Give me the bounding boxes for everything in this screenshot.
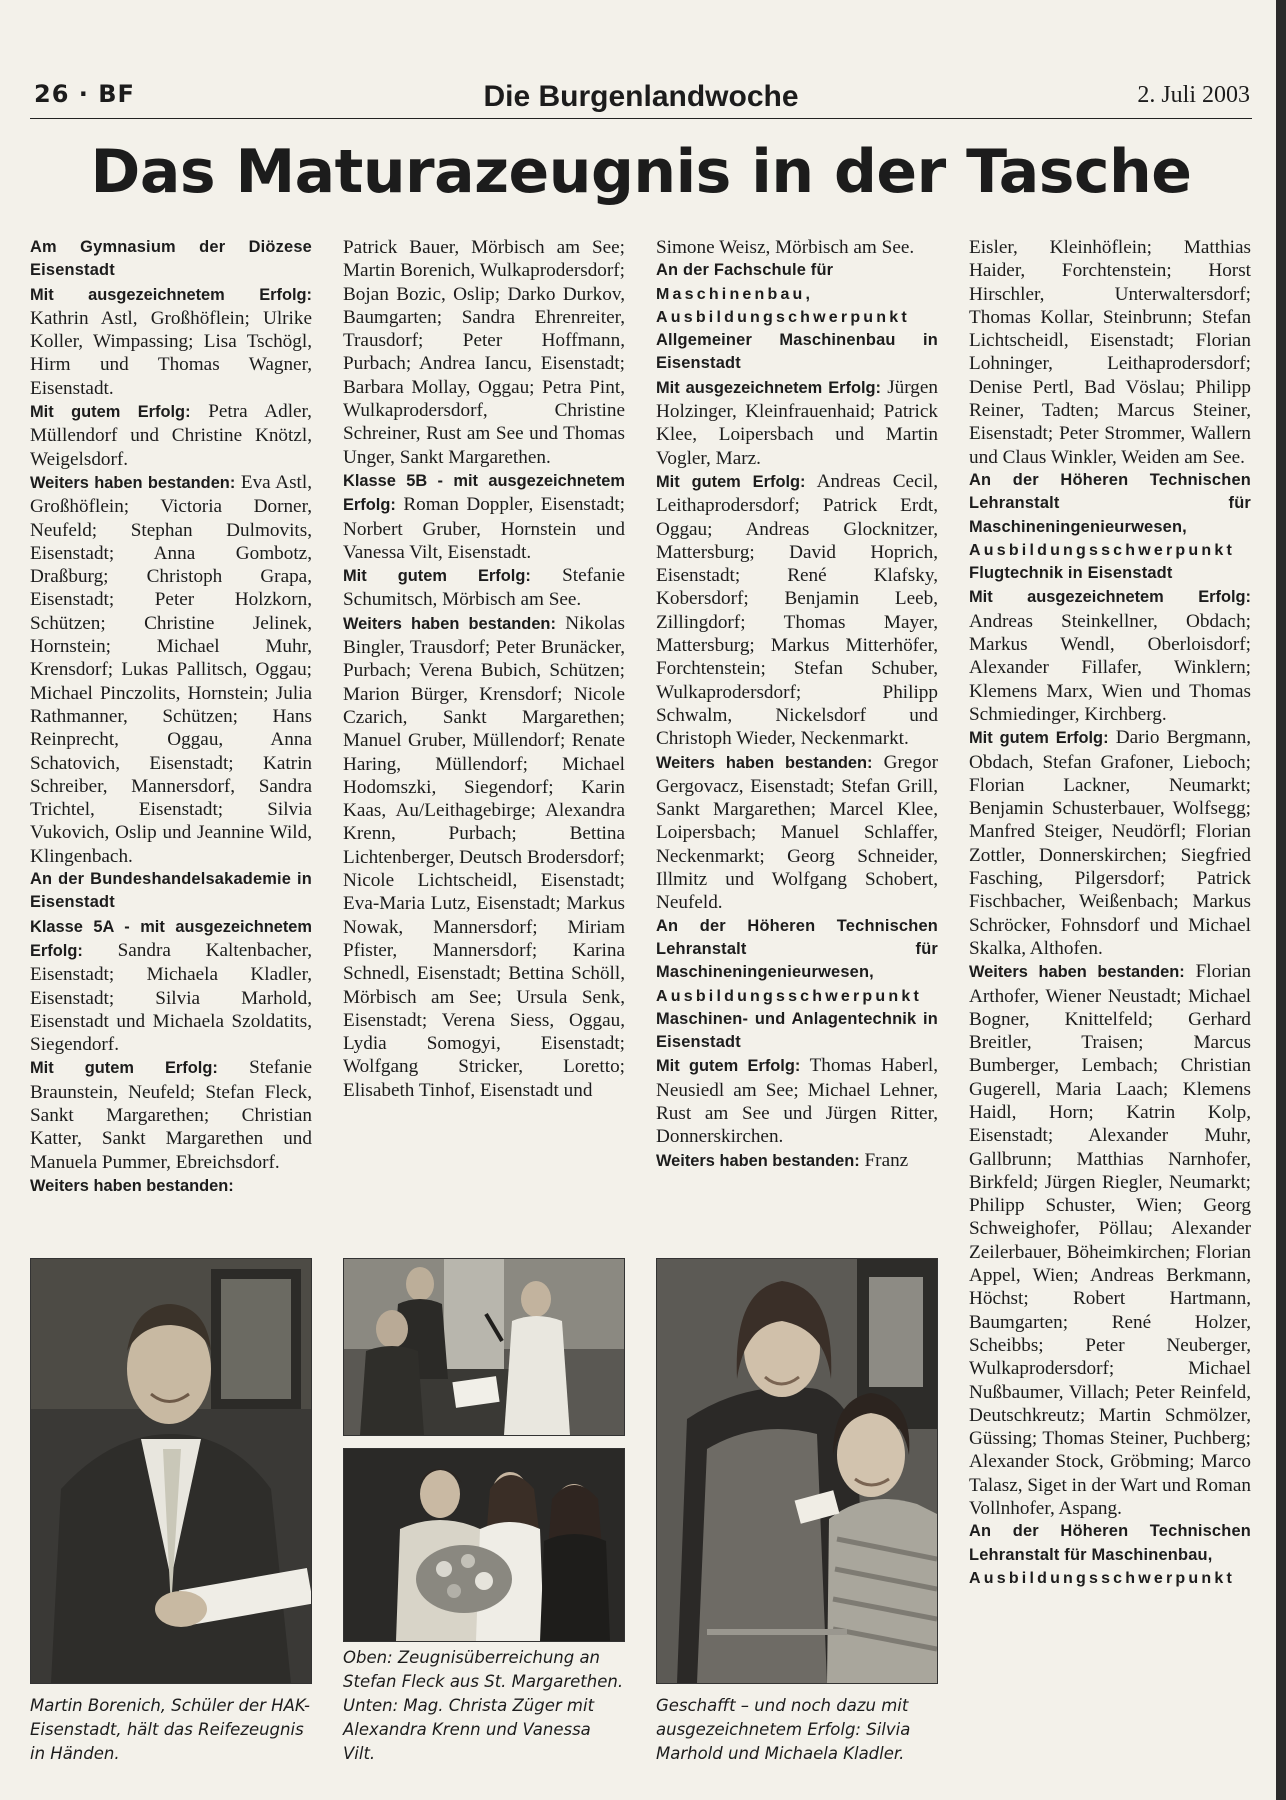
issue-date: 2. Juli 2003 xyxy=(1137,82,1250,108)
names-list: Gregor Gergovacz, Eisenstadt; Stefan Grill, Sankt Margarethen; Marcel Klee, Loipersbach; Manuel Schlaffer, Neckenmarkt; Georg Schneider, Illmitz und Wolfgang Schobert, Neufeld. xyxy=(656,751,939,914)
result-paragraph xyxy=(656,470,938,751)
result-paragraph xyxy=(30,915,312,1057)
names-list: Dario Bergmann, Obdach, Stefan Grafoner, Lieboch; Florian Lackner, Neumarkt; Benjamin Schusterbauer, Wolfsegg; Manfred Steiger, Neudörfl; Florian Zottler, Donnerskirchen; Siegfried Fasching, Pilgersdorf; Patrick Fischbacher, Weißenbach; Markus Schröcker, Fohnsdorf und Michael Skalka, Althofen. xyxy=(969,727,1251,959)
names-list: Simone Weisz, Mörbisch am See. xyxy=(656,237,915,258)
text-column-3 xyxy=(656,236,938,1173)
text-column-1 xyxy=(30,236,312,1198)
result-paragraph xyxy=(656,751,938,915)
page-header xyxy=(30,80,1252,119)
names-list: Thomas Haberl, Neusiedl am See; Michael Lehner, Rust am See und Jürgen Ritter, Donnerskirchen. xyxy=(656,1055,938,1148)
result-category-label: Klasse 5A - mit ausgezeichnetem Erfolg: xyxy=(30,917,312,960)
result-paragraph xyxy=(969,726,1251,960)
names-list: Nikolas Bingler, Trausdorf; Peter Brunäcker, Purbach; Verena Bubich, Schützen; Marion Bürger, Krensdorf; Nicole Czarich, Sankt Margarethen; Manuel Gruber, Müllendorf; Renate Haring, Müllendorf; Michael Hodomszki, Siegendorf; Karin Kaas, Au/Leithagebirge; Alexandra Krenn, Purbach; Bettina Lichtenberger, Deutsch Brodersdorf; Nicole Lichtscheidl, Eisenstadt; Eva-Maria Lutz, Eisenstadt; Markus Nowak, Mannersdorf; Miriam Pfister, Mannersdorf; Karina Schnedl, Eisenstadt; Bettina Schöll, Mörbisch am See; Ursula Senk, Eisenstadt; Verena Siess, Oggau, Lydia Somogyi, Eisenstadt; Wolfgang Stricker, Loretto; Elisabeth Tinhof, Eisenstadt und xyxy=(343,612,625,1101)
section-heading: An der Fachschule für xyxy=(656,261,834,280)
result-category-label: Weiters haben bestanden: xyxy=(656,753,873,772)
result-category-label: Klasse 5B - mit ausgezeichnetem Erfolg: xyxy=(343,471,625,515)
section-heading: An der Höheren Technischen Lehranstalt für Maschinenbau, xyxy=(969,1522,1251,1564)
result-paragraph xyxy=(30,471,312,868)
result-paragraph xyxy=(656,1054,938,1148)
page-edge xyxy=(1276,0,1286,1800)
section-heading: An der Höheren Technischen Lehranstalt für Maschineningenieurwesen, xyxy=(969,470,1251,536)
result-category-label: Weiters haben bestanden: xyxy=(343,614,556,633)
result-category-label: Mit ausgezeichnetem Erfolg: xyxy=(656,378,881,397)
result-paragraph xyxy=(656,376,938,470)
text-column-2 xyxy=(343,236,625,1102)
result-category-label: Mit gutem Erfolg: xyxy=(656,472,806,491)
result-paragraph xyxy=(656,236,938,259)
result-paragraph xyxy=(343,469,625,564)
result-paragraph xyxy=(30,1056,312,1173)
section-heading-spaced: Maschinenbau, Ausbildungschwerpunkt xyxy=(656,285,910,326)
result-category-label: Mit ausgezeichnetem Erfolg: xyxy=(30,285,312,304)
names-list: Andreas Steinkellner, Obdach; Markus Wendl, Oberloisdorf; Alexander Fillafer, Winklern; Klemens Marx, Wien und Thomas Schmiedinger, Kirchberg. xyxy=(969,610,1251,725)
result-paragraph xyxy=(30,1174,312,1198)
names-list: Kathrin Astl, Großhöflein; Ulrike Koller, Wimpassing; Lisa Tschögl, Hirm und Thomas Wagner, Eisenstadt. xyxy=(30,307,312,399)
newspaper-name: Die Burgenlandwoche xyxy=(483,80,799,113)
names-list: Stefanie Braunstein, Neufeld; Stefan Fleck, Sankt Margarethen; Christian Katter, Sankt Margarethen und Manuela Pummer, Ebreichsdorf. xyxy=(30,1057,312,1173)
caption-photo-4: Geschafft – und noch dazu mit ausgezeichnetem Erfolg: Silvia Marhold und Michaela Kladler. xyxy=(656,1696,911,1763)
result-category-label: Mit gutem Erfolg: xyxy=(656,1057,801,1076)
names-list: Eva Astl, Großhöflein; Victoria Dorner, Neufeld; Stephan Dulmovits, Eisenstadt; Anna Gombotz, Draßburg; Christoph Grapa, Eisenstadt; Peter Holzkorn, Schützen; Christine Jelinek, Hornstein; Michael Muhr, Krensdorf; Lukas Pallitsch, Oggau; Michael Pinczolits, Hornstein; Julia Rathmanner, Schützen; Hans Reinprecht, Oggau, Anna Schatovich, Eisenstadt; Katrin Schreiber, Mannersdorf, Sandra Trichtel, Eisenstadt; Silvia Vukovich, Oslip und Jeannine Wild, Klingenbach. xyxy=(30,471,312,867)
names-list: Florian Arthofer, Wiener Neustadt; Michael Bogner, Knittelfeld; Gerhard Breitler, Traisen; Marcus Bumberger, Lembach; Christian Gugerell, Maria Laach; Klemens Haidl, Horn; Katrin Kolp, Eisenstadt; Alexander Muhr, Gallbrunn; Matthias Narnhofer, Birkfeld; Jürgen Riegler, Neumarkt; Philipp Schuster, Wien; Georg Schweighofer, Pöllau; Alexander Zeilerbauer, Böheimkirchen; Florian Appel, Wien; Andreas Berkmann, Höchst; Robert Hartmann, Baumgarten; René Holzer, Scheibbs; Peter Neuberger, Wulkaprodersdorf; Michael Nußbaumer, Villach; Peter Reinfeld, Deutschkreutz; Martin Schmölzer, Güssing; Thomas Steiner, Puchberg; Alexander Stock, Gröbming; Marco Talasz, Siget in der Wart und Roman Vollnhofer, Aspang. xyxy=(969,961,1251,1520)
names-list: Franz xyxy=(859,1149,909,1171)
names-list: Patrick Bauer, Mörbisch am See; Martin Borenich, Wulkaprodersdorf; Bojan Bozic, Oslip; Darko Durkov, Baumgarten; Sandra Ehrenreiter, Trausdorf; Peter Hoffmann, Purbach; Andrea Iancu, Eisenstadt; Barbara Mollay, Oggau; Petra Pint, Wulkaprodersdorf, Christine Schreiner, Rust am See und Thomas Unger, Sankt Margarethen. xyxy=(343,237,625,468)
caption-photos-2-3: Oben: Zeugnisüberreichung an Stefan Fleck aus St. Margarethen. Unten: Mag. Christa Züger mit Alexandra Krenn und Vanessa Vilt. xyxy=(343,1648,624,1763)
result-paragraph xyxy=(30,400,312,471)
section-heading: Am Gymnasium der Diözese Eisenstadt xyxy=(30,238,312,280)
result-paragraph xyxy=(969,236,1251,469)
result-category-label: Mit gutem Erfolg: xyxy=(343,567,531,586)
names-list: Eisler, Kleinhöflein; Matthias Haider, Forchtenstein; Horst Hirschler, Unterwaltersdorf; Thomas Kollar, Steinbrunn; Stefan Lichtscheidl, Eisenstadt; Florian Lohninger, Leithaprodersdorf; Denise Pertl, Bad Vöslau; Philipp Reiner, Tadten; Marcus Steiner, Eisenstadt; Peter Strommer, Wallern und Claus Winkler, Weiden am See. xyxy=(969,237,1251,468)
names-list: Petra Adler, Müllendorf und Christine Knötzl, Weigelsdorf. xyxy=(30,401,312,470)
result-paragraph xyxy=(969,585,1251,726)
photo-two-graduates xyxy=(656,1258,938,1684)
section-heading-spaced: Ausbildungsschwerpunkt xyxy=(969,541,1235,559)
result-category-label: Mit gutem Erfolg: xyxy=(969,729,1109,748)
result-category-label: Weiters haben bestanden: xyxy=(30,473,236,492)
section-heading-cont: Maschinen- und Anlagentechnik in Eisenstadt xyxy=(656,1009,938,1052)
result-paragraph xyxy=(343,236,625,469)
result-category-label: Weiters haben bestanden: xyxy=(30,1176,234,1195)
result-paragraph xyxy=(969,960,1251,1520)
result-paragraph xyxy=(343,564,625,612)
photo-graduate-certificate xyxy=(30,1258,312,1684)
names-list: Sandra Kaltenbacher, Eisenstadt; Michaela Kladler, Eisenstadt; Silvia Marhold, Eisenstadt und Michaela Szoldatits, Siegendorf. xyxy=(30,939,312,1056)
names-list: Stefanie Schumitsch, Mörbisch am See. xyxy=(343,565,625,611)
names-list: Jürgen Holzinger, Kleinfrauenhaid; Patrick Klee, Loipersbach und Martin Vogler, Marz. xyxy=(656,376,938,469)
section-heading: An der Höheren Technischen Lehranstalt für Maschineningenieurwesen, xyxy=(656,916,938,982)
section-heading-cont: Flugtechnik in Eisenstadt xyxy=(969,564,1173,583)
photo-certificate-handover xyxy=(343,1258,625,1436)
result-category-label: Weiters haben bestanden: xyxy=(656,1151,860,1170)
names-list: Roman Doppler, Eisenstadt; Norbert Gruber, Hornstein und Vanessa Vilt, Eisenstadt. xyxy=(343,494,625,563)
names-list: Andreas Cecil, Leithaprodersdorf; Patrick Erdt, Oggau; Andreas Glocknitzer, Mattersburg; David Hoprich, Eisenstadt; René Klafsky, Kobersdorf; Benjamin Leeb, Zillingdorf; Thomas Mayer, Mattersburg; Markus Mitterhöfer, Forchtenstein; Stefan Schuber, Wulkaprodersdorf; Philipp Schwalm, Nickelsdorf und Christoph Wieder, Neckenmarkt. xyxy=(656,470,938,750)
caption-photo-1: Martin Borenich, Schüler der HAK-Eisenstadt, hält das Reifezeugnis in Händen. xyxy=(30,1696,310,1763)
result-paragraph xyxy=(30,283,312,400)
section-heading-spaced: Ausbildungsschwerpunkt xyxy=(656,987,922,1005)
section-heading-cont: Allgemeiner Maschinenbau in Eisenstadt xyxy=(656,331,938,373)
article-headline: Das Maturazeugnis in der Tasche xyxy=(90,137,1192,207)
result-category-label: Mit gutem Erfolg: xyxy=(30,403,191,422)
result-paragraph xyxy=(343,612,625,1102)
section-heading: An der Bundeshandelsakademie in Eisenstadt xyxy=(30,870,312,912)
result-category-label: Mit gutem Erfolg: xyxy=(30,1059,218,1078)
page-number: 26 · BF xyxy=(34,80,135,108)
text-column-4 xyxy=(969,236,1251,1590)
result-category-label: Weiters haben bestanden: xyxy=(969,963,1185,982)
result-category-label: Mit ausgezeichnetem Erfolg: xyxy=(969,588,1251,607)
section-heading-spaced: Ausbildungsschwerpunkt xyxy=(969,1569,1235,1587)
photo-group-with-flowers xyxy=(343,1448,625,1642)
result-paragraph xyxy=(656,1149,938,1173)
